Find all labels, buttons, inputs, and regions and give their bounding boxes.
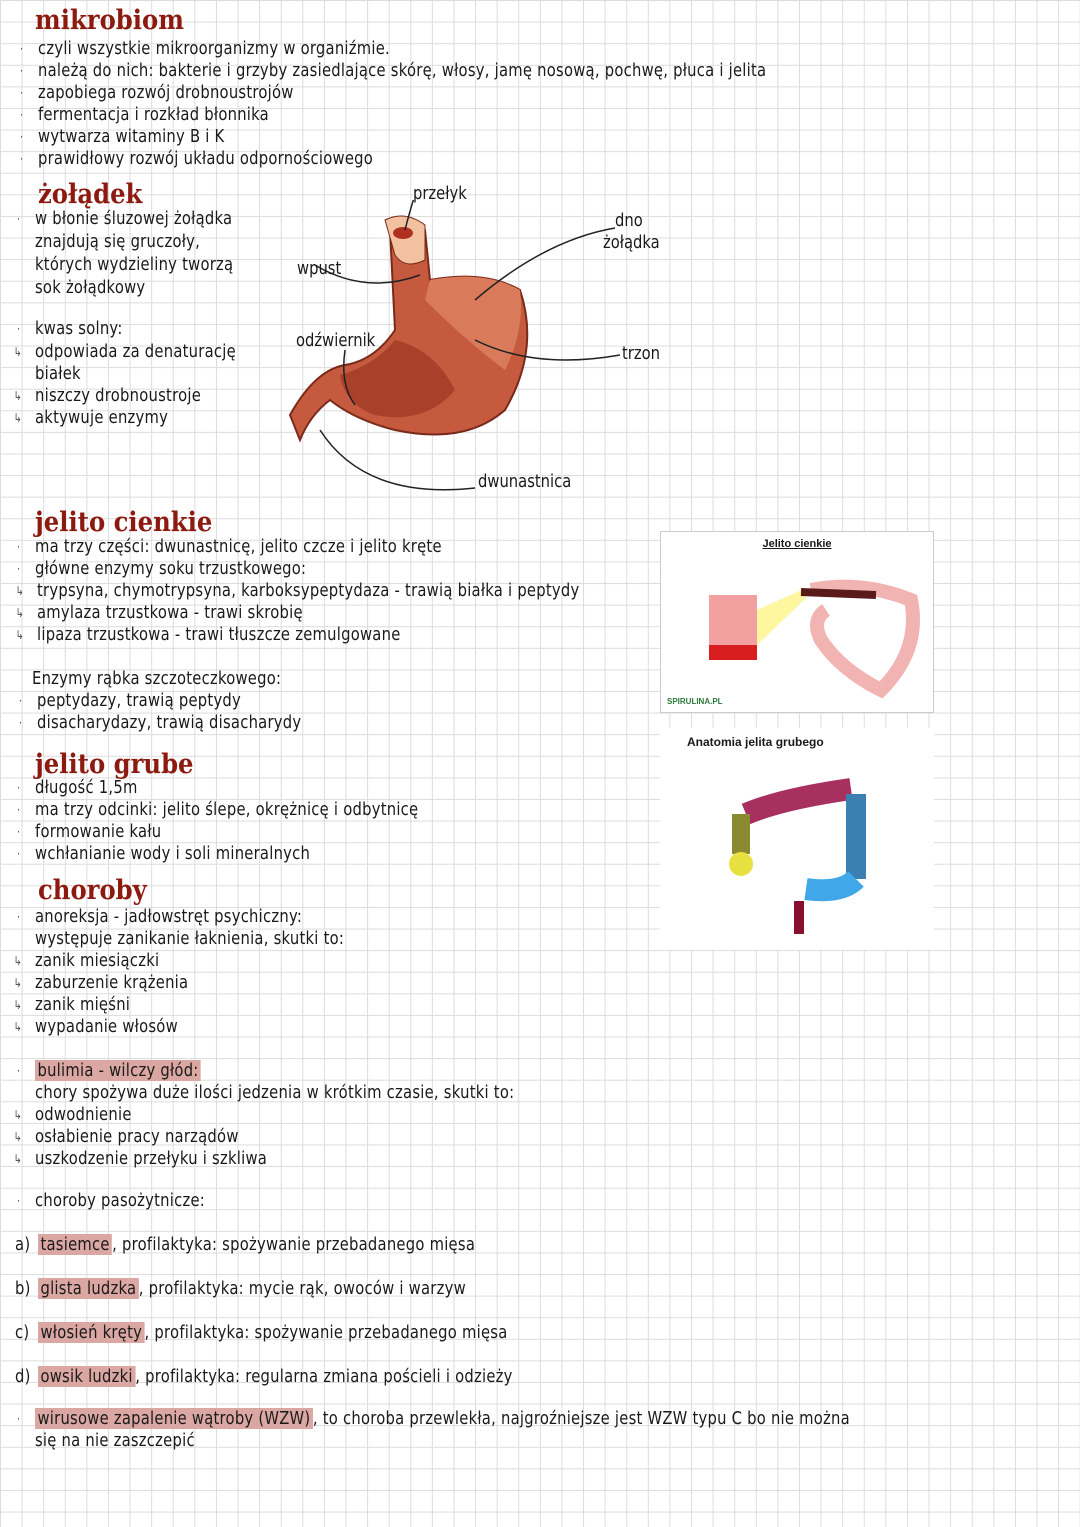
bullet-icon: · [16,540,21,554]
spirulina-logo: SPIRULINA.PL [667,697,723,706]
bullet-icon: · [19,152,24,166]
line-text: wytwarza witaminy B i K [38,126,225,147]
note-line [35,254,233,276]
line-text: , profilaktyka: spożywanie przebadanego mięsa [112,1234,476,1255]
note-line [19,126,225,148]
line-text: których wydzieliny tworzą [35,254,234,275]
line-text: kwas solny: [35,318,123,339]
image-title: Jelito cienkie [762,538,832,550]
line-text: zanik mięśni [35,994,131,1015]
line-text: się na nie zaszczepić [35,1430,195,1451]
line-text: chory spożywa duże ilości jedzenia w krótkim czasie, skutki to: [35,1082,515,1103]
line-text: disacharydazy, trawią disacharydy [37,712,302,733]
line-text: lipaza trzustkowa - trawi tłuszcze zemulgowane [37,624,401,645]
heading-choroby: choroby [38,875,147,906]
parasite-item [15,1278,466,1300]
note-line [13,1104,132,1126]
line-text: białek [35,363,81,384]
bullet-icon: · [16,322,21,336]
note-line [16,536,442,558]
note-line [16,318,123,340]
bullet-icon: · [16,825,21,839]
line-text: bulimia - wilczy głód: [35,1060,201,1081]
note-line [13,1126,239,1148]
note-line [16,906,303,928]
small-intestine-image [660,531,934,713]
line-text: sok żołądkowy [35,277,146,298]
line-text: główne enzymy soku trzustkowego: [35,558,307,579]
arrow-bullet-icon: ↳ [13,1020,23,1034]
bullet-icon: · [16,781,21,795]
line-text: niszczy drobnoustroje [35,385,202,406]
line-text: prawidłowy rozwój układu odpornościowego [38,148,374,169]
bullet-icon: · [18,716,23,730]
bullet-icon: · [19,64,24,78]
note-line [18,690,242,712]
line-text: wypadanie włosów [35,1016,178,1037]
arrow-bullet-icon: ↳ [15,628,25,642]
line-text: zanik miesiączki [35,950,160,971]
arrow-bullet-icon: ↳ [13,998,23,1012]
line-text: , profilaktyka: regularna zmiana pościeli i odzieży [135,1366,513,1387]
parasite-item [15,1322,508,1344]
line-text: włosień kręty [38,1322,145,1343]
arrow-bullet-icon: ↳ [13,954,23,968]
line-text: trypsyna, chymotrypsyna, karboksypeptydaza - trawią białka i peptydy [37,580,580,601]
note-line [35,277,145,299]
note-line [13,385,202,407]
bullet-icon: · [19,86,24,100]
note-line [13,994,131,1016]
line-text: należą do nich: bakterie i grzyby zasiedlające skórę, włosy, jamę nosową, pochwę, płuca i jelita [38,60,767,81]
line-text: peptydazy, trawią peptydy [37,690,242,711]
arrow-bullet-icon: ↳ [13,976,23,990]
bullet-icon: · [19,42,24,56]
wzw-line [16,1408,850,1430]
note-line [35,1430,195,1452]
note-line [19,148,374,170]
list-letter: c) [15,1322,30,1343]
note-line [19,82,294,104]
note-line [13,950,160,972]
line-text: odwodnienie [35,1104,132,1125]
note-line [19,38,390,60]
label-dwunastnica: dwunastnica [478,471,572,492]
bullet-icon: · [16,803,21,817]
line-text: znajdują się gruczoły, [35,231,201,252]
label-przelyk: przełyk [413,183,467,204]
bullet-icon: · [16,847,21,861]
label-odzwiernik: odźwiernik [296,330,376,351]
note-line [16,821,162,843]
bullet-icon: · [18,694,23,708]
line-text: ma trzy części: dwunastnicę, jelito czcze i jelito kręte [35,536,442,557]
parasite-item [15,1366,513,1388]
line-text: fermentacja i rozkład błonnika [38,104,269,125]
note-line [16,1190,206,1212]
arrow-bullet-icon: ↳ [13,1108,23,1122]
arrow-bullet-icon: ↳ [13,1130,23,1144]
arrow-bullet-icon: ↳ [13,1152,23,1166]
note-line [35,1082,514,1104]
line-text: występuje zanikanie łaknienia, skutki to: [35,928,345,949]
bullet-icon: · [19,130,24,144]
line-text: formowanie kału [35,821,162,842]
line-text: , profilaktyka: mycie rąk, owoców i warzyw [138,1278,466,1299]
bullet-icon: · [16,1064,21,1078]
arrow-bullet-icon: ↳ [13,389,23,403]
note-line [16,1060,201,1082]
line-text: zaburzenie krążenia [35,972,189,993]
note-line [35,231,200,253]
note-line [16,208,233,230]
large-intestine-image [660,728,934,950]
line-text: Enzymy rąbka szczoteczkowego: [32,668,282,689]
line-text: glista ludzka [38,1278,139,1299]
line-text: choroby pasożytnicze: [35,1190,206,1211]
note-line [15,624,401,646]
note-line [13,1016,178,1038]
note-line [16,799,419,821]
bullet-icon: · [16,1412,21,1426]
bullet-icon: · [16,212,21,226]
line-text: ma trzy odcinki: jelito ślepe, okrężnicę i odbytnicę [35,799,419,820]
line-text: zapobiega rozwój drobnoustrojów [38,82,294,103]
line-text: uszkodzenie przełyku i szkliwa [35,1148,268,1169]
line-text: wchłanianie wody i soli mineralnych [35,843,311,864]
line-text: , to choroba przewlekła, najgroźniejsze jest WZW typu C bo nie można [312,1408,850,1429]
note-line [35,363,81,385]
large-intestine-drawing [661,729,933,949]
note-line [15,580,580,602]
line-text: , profilaktyka: spożywanie przebadanego mięsa [144,1322,508,1343]
line-text: amylaza trzustkowa - trawi skrobię [37,602,303,623]
note-line [32,668,281,690]
heading-jelito-grube: jelito grube [35,749,194,780]
line-text: osłabienie pracy narządów [35,1126,239,1147]
line-text: odpowiada za denaturację [35,341,236,362]
arrow-bullet-icon: ↳ [15,606,25,620]
image-title: Anatomia jelita grubego [687,735,824,749]
label-zoladka: żołądka [603,232,660,253]
line-text: długość 1,5m [35,777,138,798]
small-intestine-drawing [661,550,933,700]
list-letter: a) [15,1234,31,1255]
line-text: czyli wszystkie mikroorganizmy w organiźmie. [38,38,390,59]
arrow-bullet-icon: ↳ [15,584,25,598]
note-line [13,341,236,363]
line-text: tasiemce [38,1234,112,1255]
note-line [16,777,138,799]
note-line [19,104,269,126]
line-text: anoreksja - jadłowstręt psychiczny: [35,906,303,927]
label-trzon: trzon [622,343,660,364]
bullet-icon: · [16,1194,21,1208]
parasite-item [15,1234,476,1256]
label-dno: dno [615,210,643,231]
list-letter: b) [15,1278,31,1299]
line-text: aktywuje enzymy [35,407,169,428]
bullet-icon: · [16,562,21,576]
bullet-icon: · [16,910,21,924]
note-line [13,972,189,994]
note-line [18,712,302,734]
label-wpust: wpust [297,258,342,279]
note-line [13,407,169,429]
heading-zoladek: żołądek [38,179,143,210]
line-text: owsik ludzki [38,1366,135,1387]
heading-jelito-cienkie: jelito cienkie [35,507,213,538]
note-line [15,602,303,624]
arrow-bullet-icon: ↳ [13,411,23,425]
line-text: w błonie śluzowej żołądka [35,208,233,229]
list-letter: d) [15,1366,31,1387]
note-line [16,843,311,865]
line-text: wirusowe zapalenie wątroby (WZW) [35,1408,313,1429]
note-line [13,1148,268,1170]
note-line [35,928,344,950]
bullet-icon: · [19,108,24,122]
heading-mikrobiom: mikrobiom [35,5,184,36]
note-line [19,60,767,82]
arrow-bullet-icon: ↳ [13,345,23,359]
note-line [16,558,307,580]
